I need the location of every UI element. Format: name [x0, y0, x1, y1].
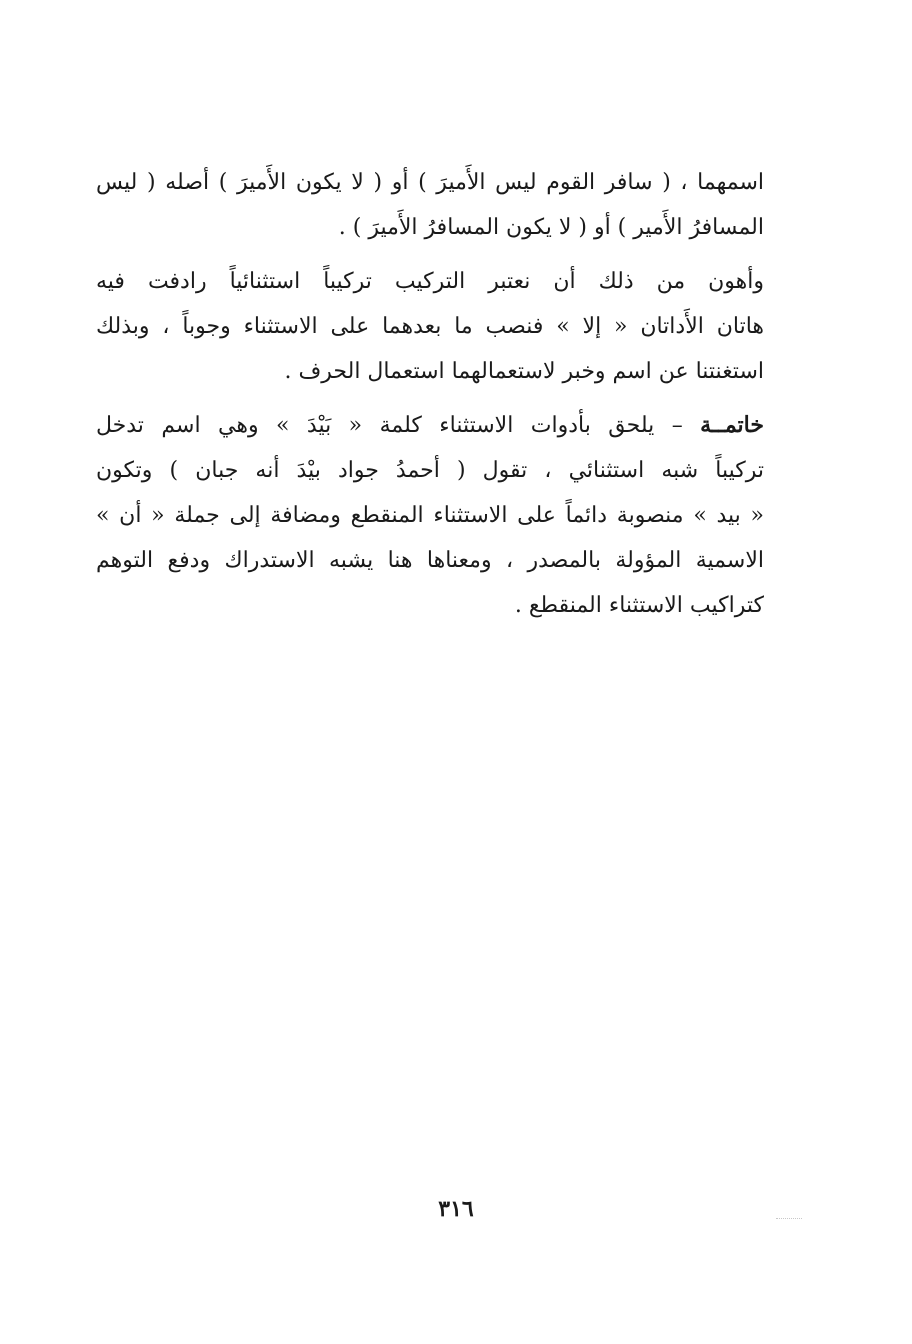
text-line: كتراكيب الاستثناء المنقطع . — [514, 593, 764, 618]
section-heading: خاتمــة — [700, 412, 764, 438]
body-text — [96, 160, 764, 628]
text-line: اسمهما ، ( سافر القوم ليس الأَميرَ ) أو ( لا يكون الأَميرَ ) أصله ( ليس — [96, 170, 764, 195]
text-line: « بيد » منصوبة دائماً على الاستثناء المنقطع ومضافة إلى جملة « أن » — [96, 503, 764, 528]
text-line — [96, 403, 764, 448]
text-line: تركيباً شبه استثنائي ، تقول ( أحمدُ جواد بيْدَ أنه جبان ) وتكون — [96, 458, 764, 483]
text-line: وأهون من ذلك أن نعتبر التركيب تركيباً استثنائياً رادفت فيه — [96, 269, 764, 294]
paragraph-2 — [96, 259, 764, 394]
text-line: هاتان الأَداتان « إلا » فنصب ما بعدهما على الاستثناء وجوباً ، وبذلك — [96, 314, 764, 339]
text-line: استغنتنا عن اسم وخبر لاستعمالهما استعمال الحرف . — [284, 359, 764, 384]
paragraph-1 — [96, 160, 764, 250]
text-line: الاسمية المؤولة بالمصدر ، ومعناها هنا يشبه الاستدراك ودفع التوهم — [96, 548, 764, 573]
text-line-content: – يلحق بأدوات الاستثناء كلمة « بَيْدَ » وهي اسم تدخل — [96, 413, 683, 438]
paragraph-3 — [96, 403, 764, 628]
margin-mark — [776, 1218, 802, 1219]
text-line: المسافرُ الأَمير ) أو ( لا يكون المسافرُ الأَميرَ ) . — [338, 215, 764, 240]
page-number: ٣١٦ — [438, 1196, 474, 1222]
